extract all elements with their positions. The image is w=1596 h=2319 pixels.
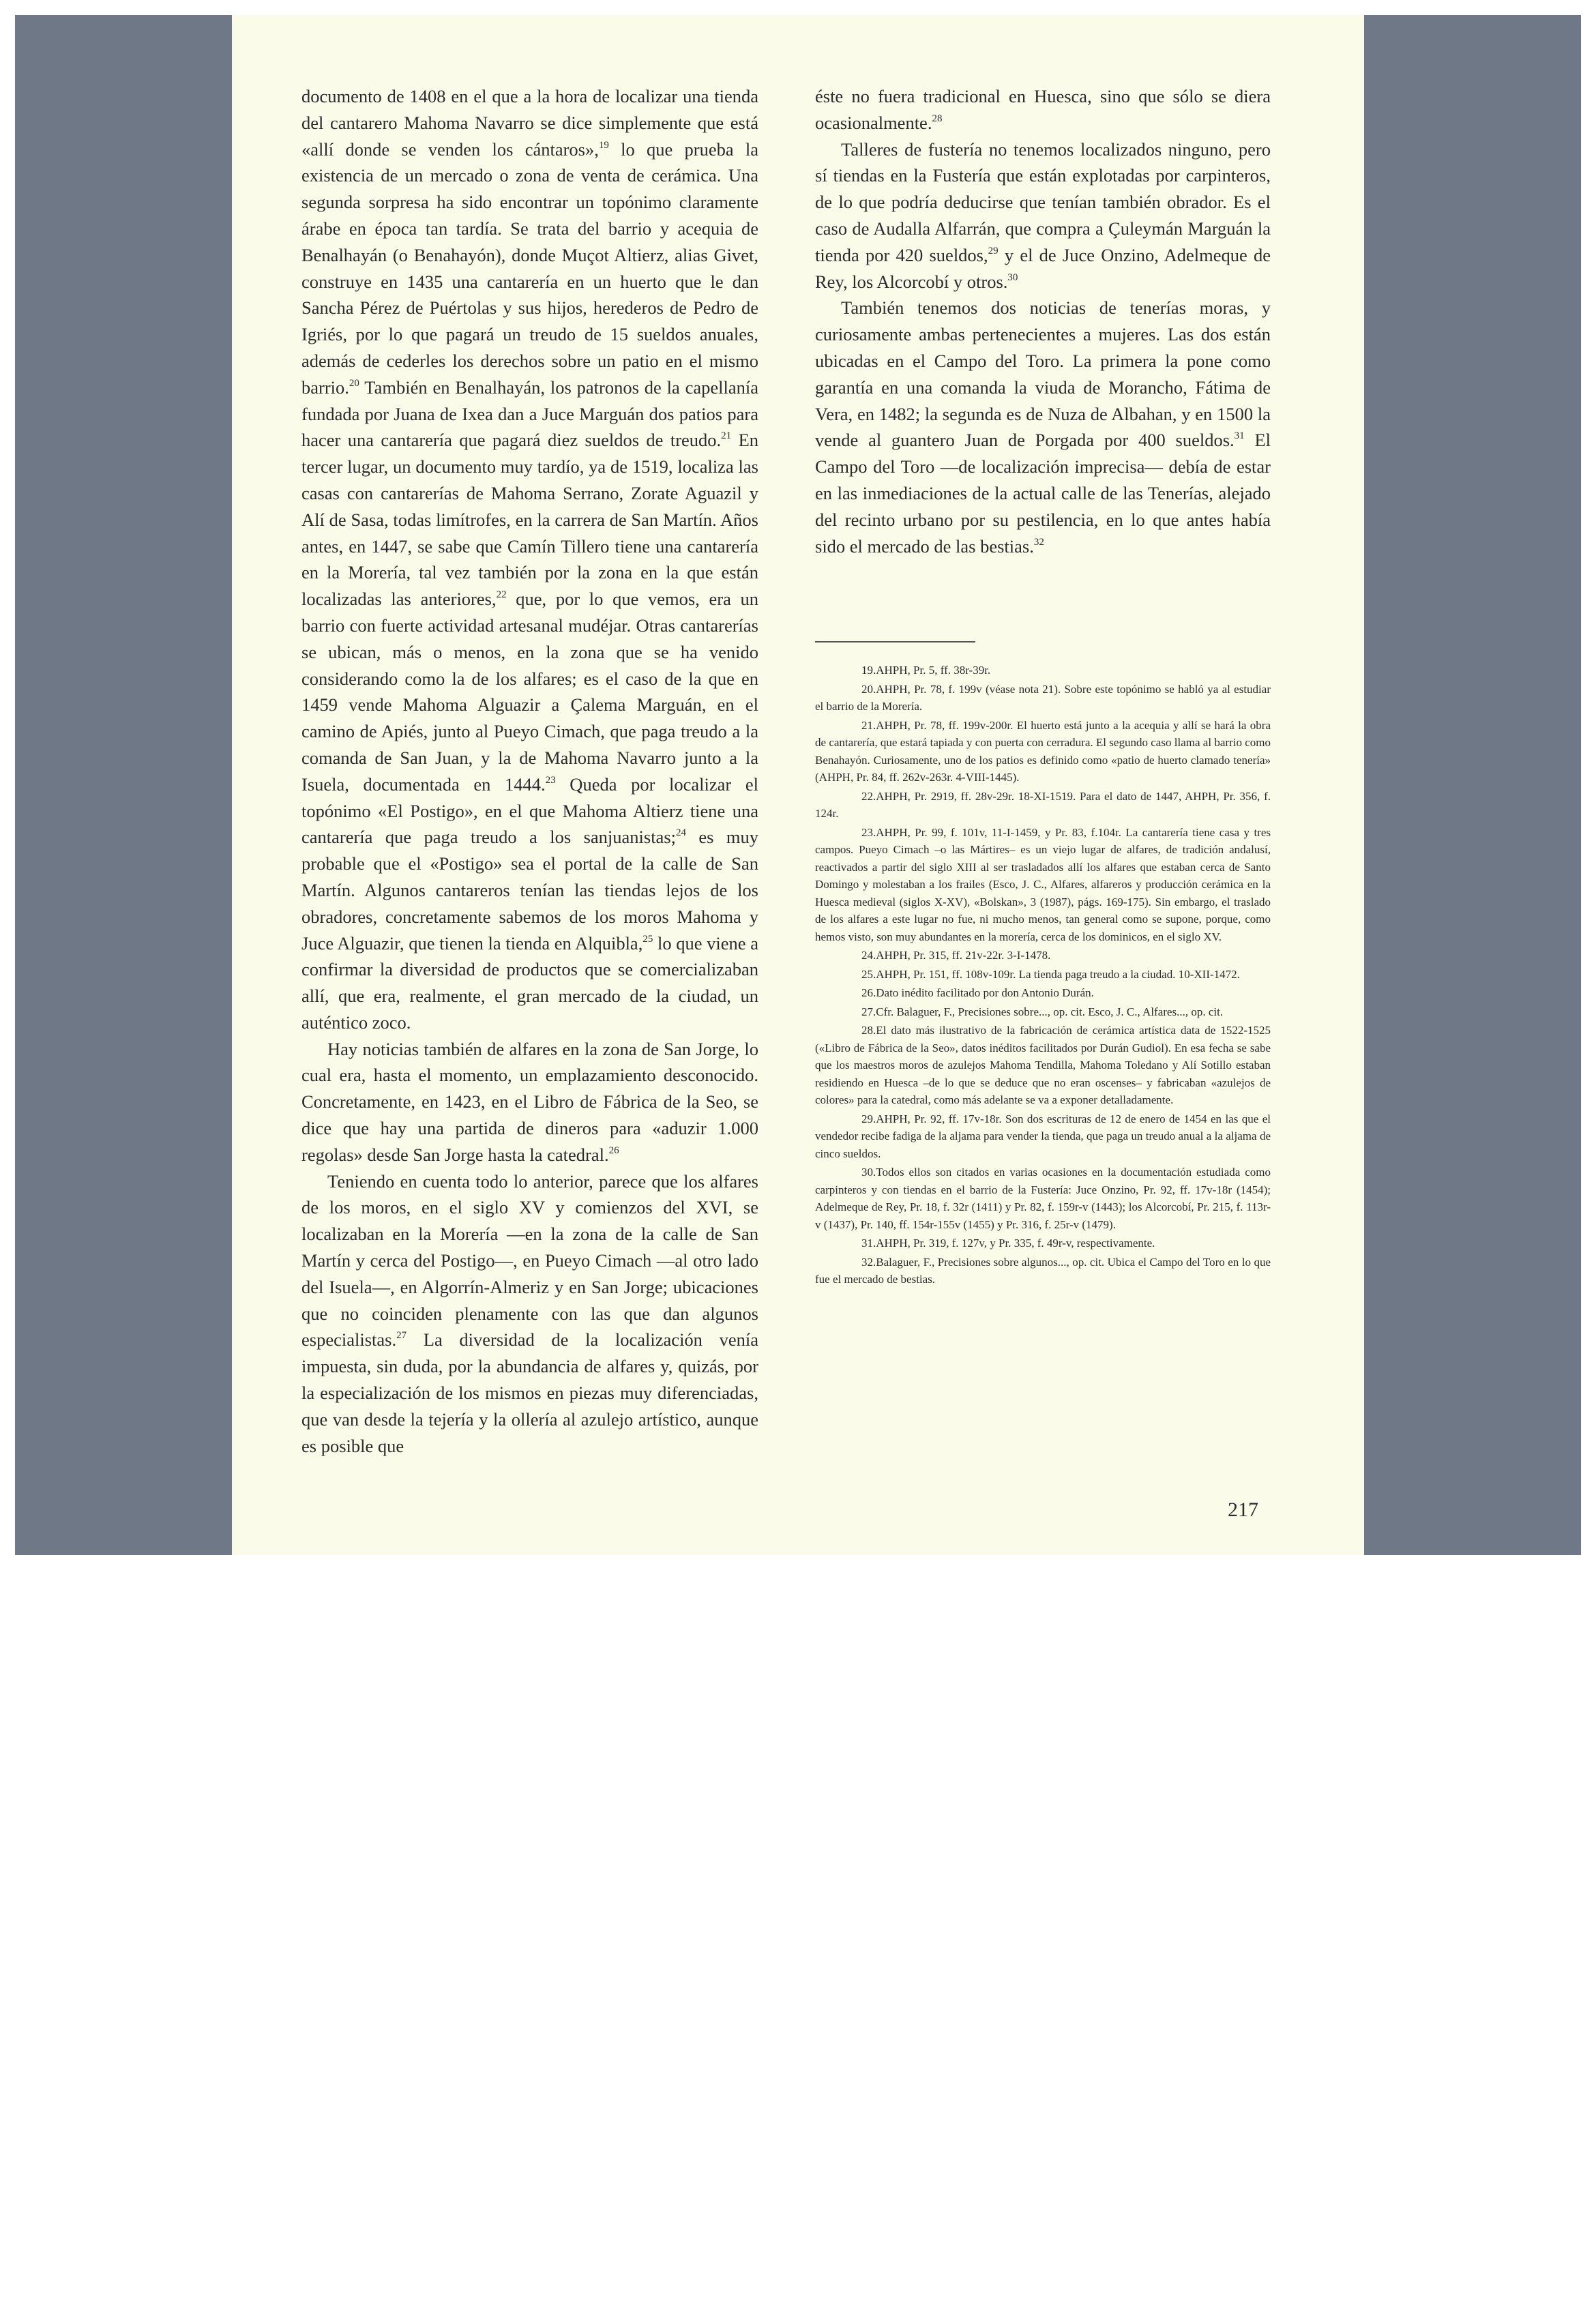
footnote-ref-23: 23 <box>545 774 556 786</box>
footnote-ref-19: 19 <box>598 139 609 151</box>
footnote-ref-20: 20 <box>349 377 359 389</box>
footnote: 26.Dato inédito facilitado por don Antonio Durán. <box>861 986 1094 999</box>
footnote: 29.AHPH, Pr. 92, ff. 17v-18r. Son dos escrituras de 12 de enero de 1454 en las que el vendedor recibe fadiga de la aljama para vender la tienda, que paga un treudo anual a la aljama de cinco sueldos. <box>815 1112 1271 1160</box>
footnote-ref-28: 28 <box>932 113 943 124</box>
footnote-ref-29: 29 <box>988 245 999 256</box>
footnote-divider <box>815 641 975 642</box>
footnote: 27.Cfr. Balaguer, F., Precisiones sobre..., op. cit. Esco, J. C., Alfares..., op. cit. <box>861 1005 1224 1018</box>
footnote: 22.AHPH, Pr. 2919, ff. 28v-29r. 18-XI-1519. Para el dato de 1447, AHPH, Pr. 356, f. 124r. <box>815 789 1271 820</box>
paragraph-6: También tenemos dos noticias de tenerías moras, y curiosamente ambas pertenecientes a mujeres. Las dos están ubicadas en el Campo del Toro. La primera la pone como garantía en una comanda la viuda de Morancho, Fátima de Vera, en 1482; la segunda es de Nuza de Albahan, y en 1500 la vende al guantero Juan de Porgada por 400 sueldos.$^{31}$ El Campo del Toro —de localización imprecisa— debía de estar en las inmediaciones de la actual calle de las Tenerías, alejado del recinto urbano por su pestilencia, en lo que antes había sido el mercado de las bestias.$^{32}$ <box>815 297 1271 557</box>
paragraph-2: Hay noticias también de alfares en la zona de San Jorge, lo cual era, hasta el momento, un emplazamiento desconocido. Concretamente, en 1423, en el Libro de Fábrica de la Seo, se dice que hay una partida de dineros para «aduzir 1.000 regolas» desde San Jorge hasta la catedral.$^{26}$ <box>301 1038 758 1165</box>
footnote-ref-22: 22 <box>496 589 507 601</box>
footnotes <box>815 662 1271 1290</box>
footnote-ref-21: 21 <box>721 430 732 442</box>
footnote: 30.Todos ellos son citados en varias ocasiones en la documentación estudiada como carpinteros y con tiendas en el barrio de la Fustería: Juce Onzino, Pr. 92, ff. 17v-18r (1454); Adelmeque de Rey, Pr. 18, f. 32r (1411) y Pr. 82, f. 159r-v (1443); los Alcorcobí, Pr. 215, f. 113r-v (1437), Pr. 140, ff. 154r-155v (1455) y Pr. 316, f. 25r-v (1479). <box>815 1166 1271 1231</box>
book-page <box>232 15 1364 1555</box>
footnote: 19.AHPH, Pr. 5, ff. 38r-39r. <box>861 664 991 677</box>
footnote-ref-27: 27 <box>396 1330 407 1342</box>
footnote-ref-26: 26 <box>608 1144 619 1156</box>
footnote: 28.El dato más ilustrativo de la fabricación de cerámica artística data de 1522-1525 («Libro de Fábrica de la Seo», datos inéditos facilitados por Durán Gudiol). En esa fecha se sabe que los maestros moros de azulejos Mahoma Tendilla, Mahoma Toledano y Alí Sotillo estaban residiendo en Huesca –de lo que se deduce que no eran oscenses– y fabricaban «azulejos de colores» para la catedral, como más adelante se va a exponer detalladamente. <box>815 1024 1271 1106</box>
paragraph-1: documento de 1408 en el que a la hora de localizar una tienda del cantarero Mahoma Navarro se dice simplemente que está «allí donde se venden los cántaros»,$^{19}$ lo que prueba la existencia de un mercado o zona de venta de cerámica. Una segunda sorpresa ha sido encontrar un topónimo claramente árabe en época tan tardía. Se trata del barrio y acequia de Benalhayán (o Benahayón), donde Muçot Altierz, alias Givet, construye en 1435 una cantarería en un huerto que le dan Sancha Pérez de Puértolas y sus hijos, herederos de Pedro de Igriés, por lo que pagará un treudo de 15 sueldos anuales, además de cederles los derechos sobre un patio en el mismo barrio.$^{20}$ También en Benalhayán, los patronos de la capellanía fundada por Juana de Ixea dan a Juce Marguán dos patios para hacer una cantarería que pagará diez sueldos de treudo.$^{21}$ En tercer lugar, un documento muy tardío, ya de 1519, localiza las casas con cantarerías de Mahoma Serrano, Zorate Aguazil y Alí de Sasa, todas limítrofes, en la carrera de San Martín. Años antes, en 1447, se sabe que Camín Tillero tiene una cantarería en la Morería, tal vez también por la zona en la que están localizadas las anteriores,$^{22}$ que, por lo que vemos, era un barrio con fuerte actividad artesanal mudéjar. Otras cantarerías se ubican, más o menos, en la zona que se ha venido considerando como la de los alfares; es el caso de la que en 1459 vende Mahoma Alguazir a Çalema Marguán, en el camino de Apiés, junto al Pueyo Cimach, que paga treudo a la comanda de San Juan, y la de Mahoma Navarro junto a la Isuela, documentada en 1444.23 Queda por localizar el topónimo «El Postigo», en el que Mahoma Altierz tiene una cantarería que paga treudo a los sanjuanistas;$^{24}$ es muy probable que el «Postigo» sea el portal de la calle de San Martín. Algunos cantareros tenían las tiendas lejos de los obradores, concretamente sabemos de los moros Mahoma y Juce Alguazir, que tienen la tienda en Alquibla,$^{25}$ lo que viene a confirmar la diversidad de productos que se comercializaban allí, que era, realmente, el gran mercado de la ciudad, un auténtico zoco. <box>301 86 759 1033</box>
footnote-ref-25: 25 <box>642 933 653 945</box>
footnote: 24.AHPH, Pr. 315, ff. 21v-22r. 3-I-1478. <box>861 949 1051 962</box>
paragraph-5: Talleres de fustería no tenemos localizados ninguno, pero sí tiendas en la Fustería que están explotadas por carpinteros, de lo que podría deducirse que tenían también obrador. Es el caso de Audalla Alfarrán, que compra a Çuleymán Marguán la tienda por 420 sueldos,$^{29}$ y el de Juce Onzino, Adelmeque de Rey, los Alcorcobí y otros.$^{30}$ <box>815 138 1271 292</box>
footnote-ref-32: 32 <box>1033 536 1044 548</box>
footnote: 21.AHPH, Pr. 78, ff. 199v-200r. El huerto está junto a la acequia y allí se hará la obra de cantarería, que estará tapiada y con puerta con cerradura. El segundo caso llama al barrio como Benahayón. Curiosamente, uno de los patios es definido como «patio de huerto clamado tenería» (AHPH, Pr. 84, ff. 262v-263r. 4-VIII-1445). <box>815 718 1271 784</box>
footnote: 32.Balaguer, F., Precisiones sobre algunos..., op. cit. Ubica el Campo del Toro en lo que fue el mercado de bestias. <box>815 1255 1271 1286</box>
footnote: 25.AHPH, Pr. 151, ff. 108v-109r. La tienda paga treudo a la ciudad. 10-XII-1472. <box>861 967 1240 981</box>
footnote-ref-30: 30 <box>1007 271 1018 283</box>
paragraph-3: Teniendo en cuenta todo lo anterior, parece que los alfares de los moros, en el siglo XV y comienzos del XVI, se localizaban en la Morería —en la zona de la calle de San Martín y cerca del Postigo—, en Pueyo Cimach —al otro lado del Isuela—, en Algorrín-Almeriz y en San Jorge; ubicaciones que no coinciden plenamente con las que dan algunos especialistas.$^{27}$ La diversidad de la localización venía impuesta, sin duda, por la abundancia de alfares y, quizás, por la especialización de los mismos en piezas muy diferenciadas, que van desde la tejería y la ollería al azulejo artístico, aunque es posible que <box>301 1170 758 1456</box>
footnote-ref-24: 24 <box>676 827 686 839</box>
page-number: 217 <box>1228 1498 1258 1521</box>
right-text-column <box>815 83 1271 559</box>
footnote: 23.AHPH, Pr. 99, f. 101v, 11-I-1459, y Pr. 83, f.104r. La cantarería tiene casa y tres campos. Pueyo Cimach –o las Mártires– es un viejo lugar de alfares, de tradición andalusí, reactivados a partir del siglo XIII al ser trasladados allí los alfares que estaban cerca de Santo Domingo y molestaban a los frailes (Esco, J. C., Alfares, alfareros y producción cerámica en la Huesca medieval (siglos X-XV), «Bolskan», 3 (1987), págs. 169-175). Sin embargo, el traslado de los alfares a este lugar no fue, ni mucho menos, tan general como se supone, porque, como hemos visto, son muy abundantes en la morería, cerca de los dominicos, en el siglo XV. <box>815 825 1271 943</box>
footnote: 31.AHPH, Pr. 319, f. 127v, y Pr. 335, f. 49r-v, respectivamente. <box>861 1237 1155 1250</box>
left-text-column <box>301 83 758 1459</box>
footnote: 20.AHPH, Pr. 78, f. 199v (véase nota 21). Sobre este topónimo se habló ya al estudiar el barrio de la Morería. <box>815 682 1271 713</box>
footnote-ref-31: 31 <box>1234 430 1245 442</box>
paragraph-4: éste no fuera tradicional en Huesca, sino que sólo se diera ocasionalmente.$^{28}$ <box>815 86 1271 133</box>
